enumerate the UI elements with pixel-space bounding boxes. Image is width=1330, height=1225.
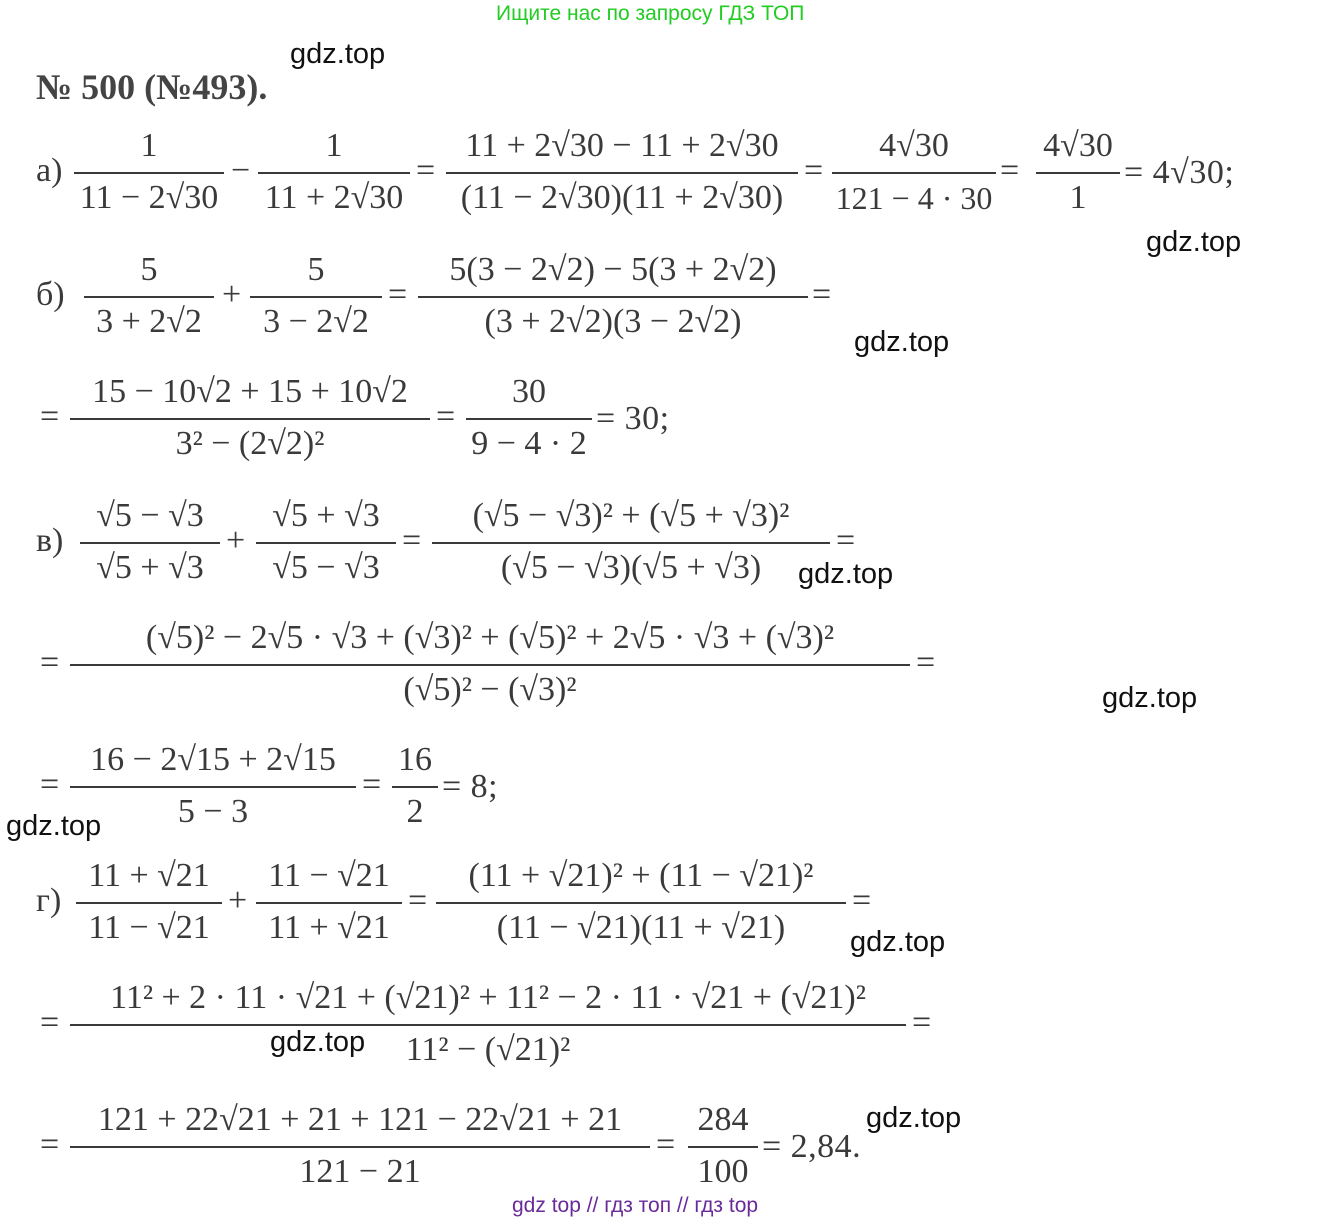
fraction — [74, 126, 224, 218]
search-banner[interactable]: Ищите нас по запросу ГДЗ ТОП — [496, 2, 805, 25]
result: = 30; — [596, 400, 670, 437]
equals-sign: = — [656, 1126, 676, 1163]
fraction — [446, 126, 798, 218]
denominator: 2 — [406, 793, 424, 830]
watermark: gdz.top — [850, 926, 946, 958]
equals-sign: = — [1000, 152, 1020, 189]
fraction — [466, 372, 592, 464]
numerator: (√5 − √3)² + (√5 + √3)² — [472, 497, 790, 534]
numerator: 284 — [697, 1101, 749, 1138]
equals-sign: = — [40, 1126, 60, 1163]
equals-sign: = — [836, 522, 856, 559]
numerator: 11 − √21 — [268, 857, 390, 894]
denominator: 3 − 2√2 — [263, 303, 369, 340]
denominator: 100 — [697, 1153, 749, 1190]
numerator: 5 — [307, 251, 325, 288]
denominator: 1 — [1069, 179, 1087, 216]
equals-sign: = — [388, 276, 408, 313]
numerator: √5 + √3 — [272, 497, 380, 534]
numerator: 15 − 10√2 + 15 + 10√2 — [92, 373, 408, 410]
fraction — [70, 1100, 650, 1192]
watermark: gdz.top — [270, 1026, 366, 1058]
equals-sign: = — [916, 644, 936, 681]
numerator: 16 — [398, 741, 432, 778]
numerator: 4√30 — [879, 127, 949, 164]
watermark: gdz.top — [866, 1102, 962, 1134]
denominator: (√5 − √3)(√5 + √3) — [500, 549, 762, 586]
equals-sign: = — [416, 152, 436, 189]
fraction — [256, 856, 402, 948]
equals-sign: = — [436, 398, 456, 435]
part-v-label: в) — [36, 522, 64, 559]
denominator: 11 + 2√30 — [264, 179, 404, 216]
denominator: 121 − 21 — [299, 1153, 421, 1190]
equals-sign: = — [40, 644, 60, 681]
numerator: 4√30 — [1043, 127, 1113, 164]
watermark: gdz.top — [6, 810, 102, 842]
equals-sign: = — [40, 398, 60, 435]
numerator: √5 − √3 — [96, 497, 204, 534]
equals-sign: = — [852, 882, 872, 919]
equals-sign: = — [912, 1004, 932, 1041]
numerator: 30 — [512, 373, 546, 410]
fraction — [256, 496, 396, 588]
part-g-label: г) — [36, 882, 62, 919]
numerator: (√5)² − 2√5 · √3 + (√3)² + (√5)² + 2√5 · √3 + (√3)² — [145, 619, 835, 656]
fraction — [250, 250, 382, 342]
fraction — [688, 1100, 758, 1192]
part-b-label: б) — [36, 276, 65, 313]
plus-sign: + — [226, 522, 246, 559]
denominator: 5 − 3 — [177, 793, 249, 830]
numerator: 5(3 − 2√2) − 5(3 + 2√2) — [449, 251, 777, 288]
watermark: gdz.top — [1146, 226, 1242, 258]
denominator: (11 − √21)(11 + √21) — [496, 909, 786, 946]
numerator: 1 — [140, 127, 158, 164]
equals-sign: = — [40, 766, 60, 803]
denominator: 11 − 2√30 — [79, 179, 219, 216]
fraction — [80, 496, 220, 588]
fraction — [832, 126, 996, 218]
denominator: 9 − 4 · 2 — [471, 425, 587, 462]
numerator: 121 + 22√21 + 21 + 121 − 22√21 + 21 — [97, 1101, 623, 1138]
denominator: 3² − (2√2)² — [175, 425, 325, 462]
numerator: 1 — [325, 127, 343, 164]
numerator: 5 — [140, 251, 158, 288]
fraction — [418, 250, 808, 342]
watermark: gdz.top — [798, 558, 894, 590]
result: = 4√30; — [1124, 154, 1235, 191]
numerator: 11² + 2 · 11 · √21 + (√21)² + 11² − 2 · 11 · √21 + (√21)² — [110, 979, 866, 1016]
denominator: √5 − √3 — [272, 549, 380, 586]
fraction — [436, 856, 846, 948]
fraction — [84, 250, 214, 342]
denominator: 3 + 2√2 — [96, 303, 202, 340]
plus-sign: + — [228, 882, 248, 919]
denominator: 121 − 4 · 30 — [835, 180, 993, 216]
denominator: (11 − 2√30)(11 + 2√30) — [460, 179, 784, 216]
plus-sign: + — [222, 276, 242, 313]
fraction — [70, 978, 906, 1070]
equals-sign: = — [362, 766, 382, 803]
numerator: 11 + 2√30 − 11 + 2√30 — [465, 127, 779, 164]
denominator: √5 + √3 — [96, 549, 204, 586]
part-a-label: а) — [36, 152, 63, 189]
fraction — [70, 740, 356, 832]
fraction — [70, 618, 910, 710]
fraction — [392, 740, 438, 832]
numerator: 11 + √21 — [88, 857, 210, 894]
watermark: gdz.top — [290, 38, 386, 70]
footer-links[interactable]: gdz top // гдз топ // гдз top — [512, 1194, 759, 1217]
denominator: (3 + 2√2)(3 − 2√2) — [484, 303, 742, 340]
equals-sign: = — [402, 522, 422, 559]
equals-sign: = — [812, 276, 832, 313]
watermark: gdz.top — [1102, 682, 1198, 714]
result: = 8; — [442, 768, 499, 805]
watermark: gdz.top — [854, 326, 950, 358]
denominator: 11 + √21 — [268, 909, 390, 946]
fraction — [1036, 126, 1120, 218]
denominator: 11 − √21 — [88, 909, 210, 946]
equals-sign: = — [408, 882, 428, 919]
fraction — [432, 496, 830, 588]
numerator: 16 − 2√15 + 2√15 — [90, 741, 336, 778]
fraction — [76, 856, 222, 948]
denominator: (√5)² − (√3)² — [403, 671, 577, 708]
exercise-title: № 500 (№493). — [36, 67, 268, 107]
fraction — [70, 372, 430, 464]
equals-sign: = — [40, 1004, 60, 1041]
denominator: 11² − (√21)² — [405, 1031, 571, 1068]
fraction — [258, 126, 410, 218]
numerator: (11 + √21)² + (11 − √21)² — [468, 857, 814, 894]
result: = 2,84. — [762, 1128, 862, 1165]
equals-sign: = — [804, 152, 824, 189]
minus-sign: − — [231, 152, 251, 189]
